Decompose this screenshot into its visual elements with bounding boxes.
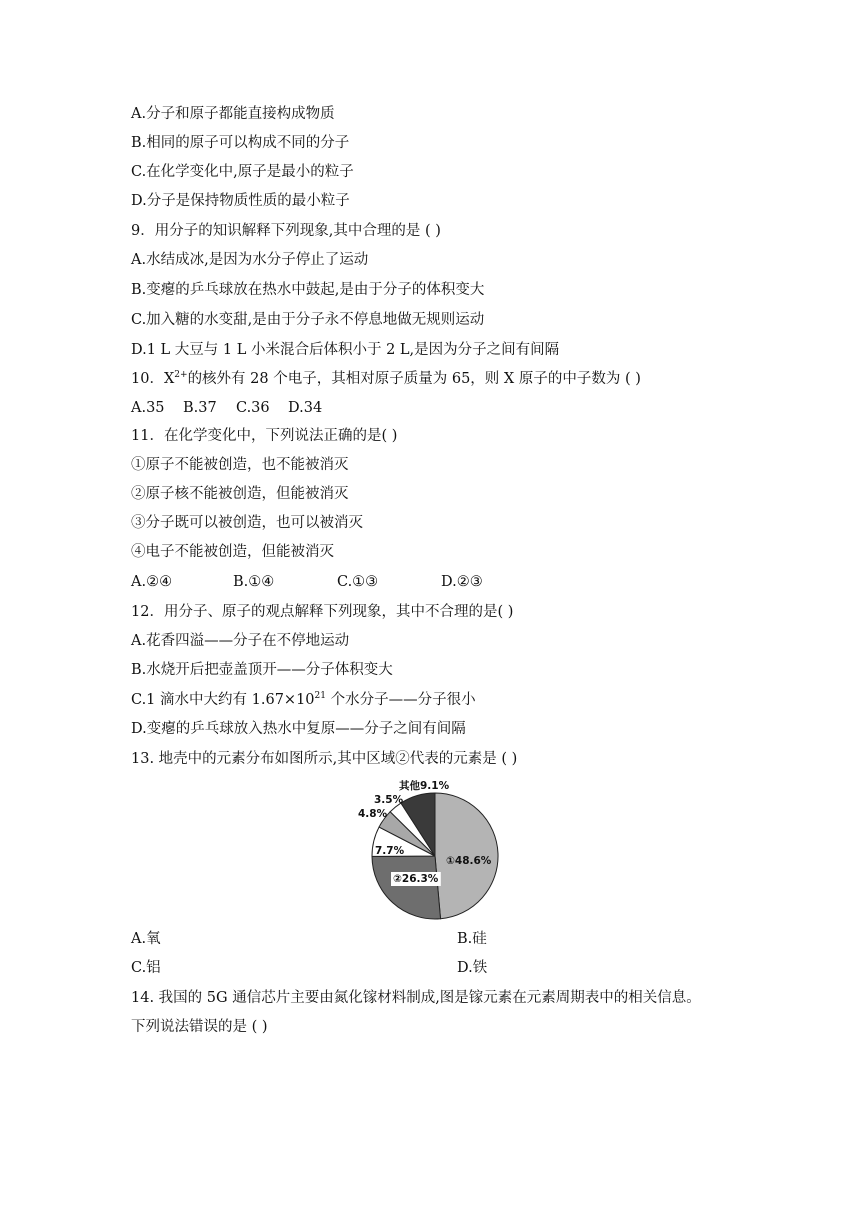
question-10-options (131, 398, 322, 418)
option-d-q8: D.分子是保持物质性质的最小粒子 (131, 193, 350, 209)
option-d-q9: D.1 L 大豆与 1 L 小米混合后体积小于 2 L,是因为分子之间有间隔 (131, 342, 560, 358)
question-14: 14. 我国的 5G 通信芯片主要由氮化镓材料制成,图是镓元素在元素周期表中的相关信息。 (131, 990, 701, 1006)
question-11: 11．在化学变化中，下列说法正确的是( ) (131, 428, 398, 444)
question-11-options (131, 572, 483, 592)
option-b-q10: B.37 (183, 400, 217, 416)
pie-chart-svg (350, 772, 510, 922)
option-c-q13: C.铝 (131, 960, 161, 976)
option-a-q8: A.分子和原子都能直接构成物质 (131, 106, 335, 122)
statement-4-q11: ④电子不能被创造，但能被消灭 (131, 544, 334, 560)
option-c-q8: C.在化学变化中,原子是最小的粒子 (131, 164, 354, 180)
option-c-q12-prefix: C.1 滴水中大约有 1.67×10 (131, 692, 315, 708)
question-13: 13. 地壳中的元素分布如图所示,其中区域②代表的元素是 ( ) (131, 751, 518, 767)
option-b-q13: B.硅 (457, 931, 487, 947)
statement-1-q11: ①原子不能被创造，也不能被消灭 (131, 457, 349, 473)
statement-2-q11: ②原子核不能被创造，但能被消灭 (131, 486, 349, 502)
option-a-q11: A.②④ (131, 574, 173, 590)
slice-region-2-label: ②26.3% (393, 873, 439, 885)
slice-region-1-label: ①48.6% (446, 855, 492, 867)
question-10-text: 的核外有 28 个电子，其相对原子质量为 65，则 X 原子的中子数为 ( ) (187, 371, 641, 387)
statement-3-q11: ③分子既可以被创造，也可以被消灭 (131, 515, 363, 531)
option-c-q12-exponent: 21 (314, 691, 326, 701)
option-a-q10: A.35 (131, 400, 165, 416)
question-10-charge: 2+ (174, 370, 188, 380)
question-9: 9．用分子的知识解释下列现象,其中合理的是 ( ) (131, 223, 441, 239)
option-c-q9: C.加入糖的水变甜,是由于分子永不停息地做无规则运动 (131, 312, 485, 328)
option-c-q12 (131, 690, 476, 710)
option-b-q9: B.变瘪的乒乓球放在热水中鼓起,是由于分子的体积变大 (131, 282, 485, 298)
option-b-q8: B.相同的原子可以构成不同的分子 (131, 135, 350, 151)
question-10 (131, 369, 641, 389)
slice-region-2 (372, 856, 441, 919)
question-10-prefix: 10．X (131, 371, 175, 387)
element-distribution-pie-chart (350, 772, 510, 922)
option-d-q13: D.铁 (457, 960, 488, 976)
slice-3-5-label: 3.5% (374, 794, 404, 806)
option-a-q9: A.水结成冰,是因为水分子停止了运动 (131, 252, 369, 268)
slice-4-8-label: 4.8% (358, 808, 388, 820)
option-c-q11: C.①③ (337, 574, 379, 590)
option-b-q12: B.水烧开后把壶盖顶开——分子体积变大 (131, 662, 393, 678)
option-d-q11: D.②③ (441, 574, 483, 590)
option-a-q13: A.氧 (131, 931, 161, 947)
option-c-q10: C.36 (236, 400, 270, 416)
question-12: 12．用分子、原子的观点解释下列现象，其中不合理的是( ) (131, 604, 514, 620)
question-14-continued: 下列说法错误的是 ( ) (131, 1019, 268, 1035)
option-c-q12-text: 个水分子——分子很小 (325, 692, 476, 708)
slice-7-7-label: 7.7% (375, 845, 405, 857)
slice-other-label: 其他9.1% (399, 780, 450, 792)
option-b-q11: B.①④ (233, 574, 275, 590)
option-d-q12: D.变瘪的乒乓球放入热水中复原——分子之间有间隔 (131, 721, 466, 737)
option-d-q10: D.34 (288, 400, 323, 416)
option-a-q12: A.花香四溢——分子在不停地运动 (131, 633, 350, 649)
